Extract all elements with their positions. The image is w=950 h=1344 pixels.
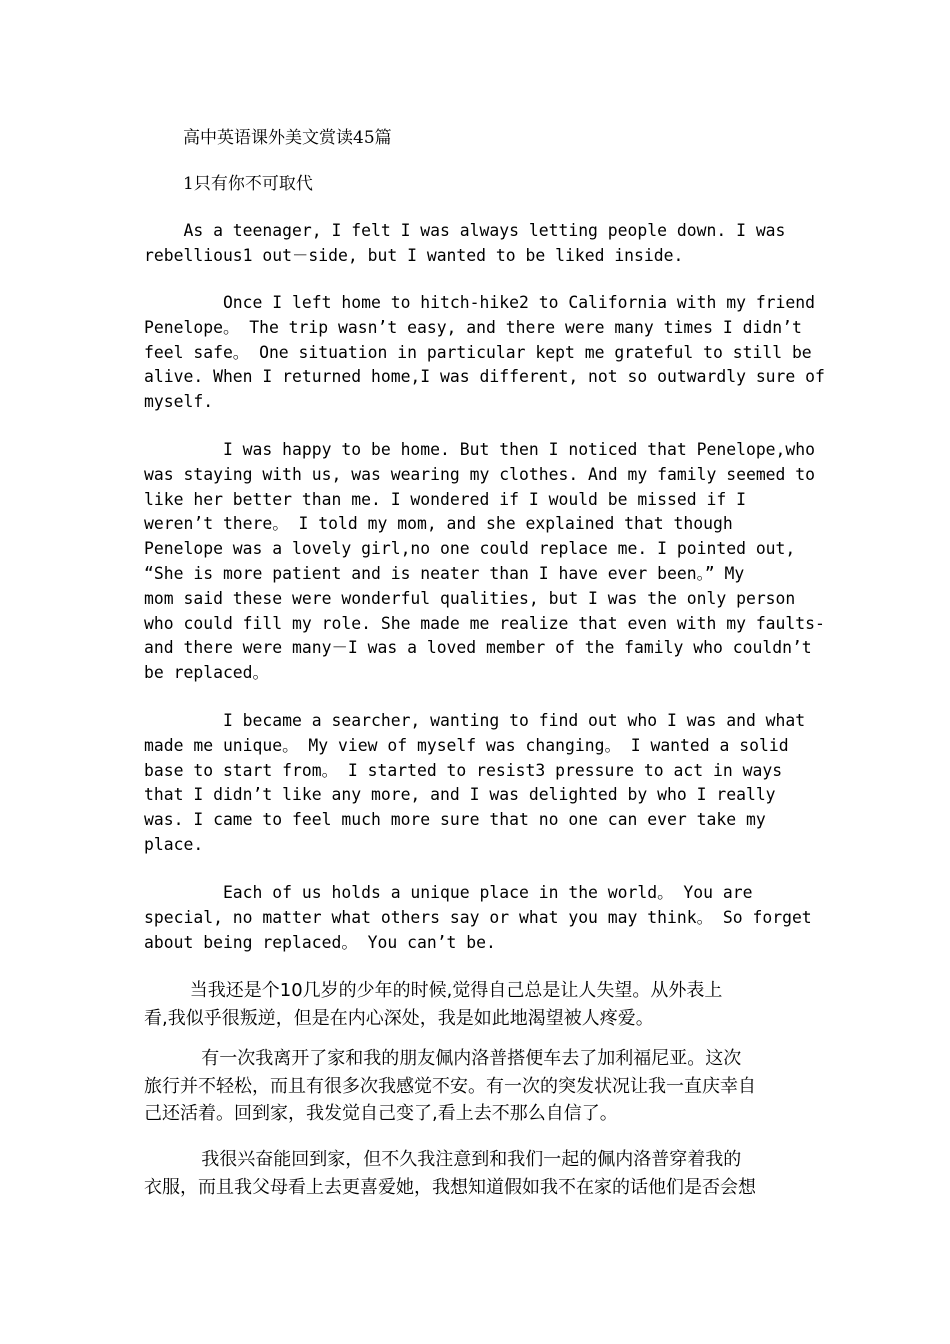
article-title: 1只有你不可取代: [183, 174, 313, 194]
chinese-paragraph-3: 我很兴奋能回到家，但不久我注意到和我们一起的佩内洛普穿着我的 衣服，而且我父母看上去更喜爱她，我想知道假如我不在家的话他们是否会想: [144, 1149, 756, 1198]
chinese-paragraph-1: 当我还是个10几岁的少年的时候,觉得自己总是让人失望。从外表上 看,我似乎很叛逆，但是在内心深处，我是如此地渴望被人疼爱。: [144, 980, 723, 1029]
english-paragraph-4: I became a searcher, wanting to find out who I was and what made me unique。 My view of myself was changing。 I wanted a solid base to start from。 I started to resist3 pressure to act in ways that I didn’t like any more, and I was delighted by who I really was. I came to feel much more sure that no one can ever take my place.: [144, 711, 806, 854]
english-paragraph-5: Each of us holds a unique place in the world。 You are special, no matter what others say or what you may think。 So forget about being replaced。 You can’t be.: [144, 883, 812, 952]
chinese-paragraph-2: 有一次我离开了家和我的朋友佩内洛普搭便车去了加利福尼亚。这次 旅行并不轻松，而且有很多次我感觉不安。有一次的突发状况让我一直庆幸自 己还活着。回到家，我发觉自己变了,看上去不那么自信了。: [144, 1048, 756, 1124]
document-title: 高中英语课外美文赏读45篇: [183, 128, 392, 148]
english-paragraph-3: I was happy to be home. But then I noticed that Penelope,who was staying with us, was wearing my clothes. And my family seemed to like her better than me. I wondered if I would be missed if I weren’t there。 I told my mom, and she explained that though Penelope was a lovely girl,no one could replace me. I pointed out, “She is more patient and is neater than I have ever been。” My mom said these were wonderful qualities, but I was the only person who could fill my role. She made me realize that even with my faults- and there were many－I was a loved member of the family who couldn’t be replaced。: [144, 440, 825, 683]
english-paragraph-2: Once I left home to hitch-hike2 to California with my friend Penelope。 The trip wasn’t easy, and there were many times I didn’t feel safe。 One situation in particular kept me grateful to still be alive. When I returned home,I was different, not so outwardly sure of myself.: [144, 293, 825, 412]
english-paragraph-1: As a teenager, I felt I was always letting people down. I was rebellious1 out－side, but I wanted to be liked inside.: [144, 221, 786, 265]
